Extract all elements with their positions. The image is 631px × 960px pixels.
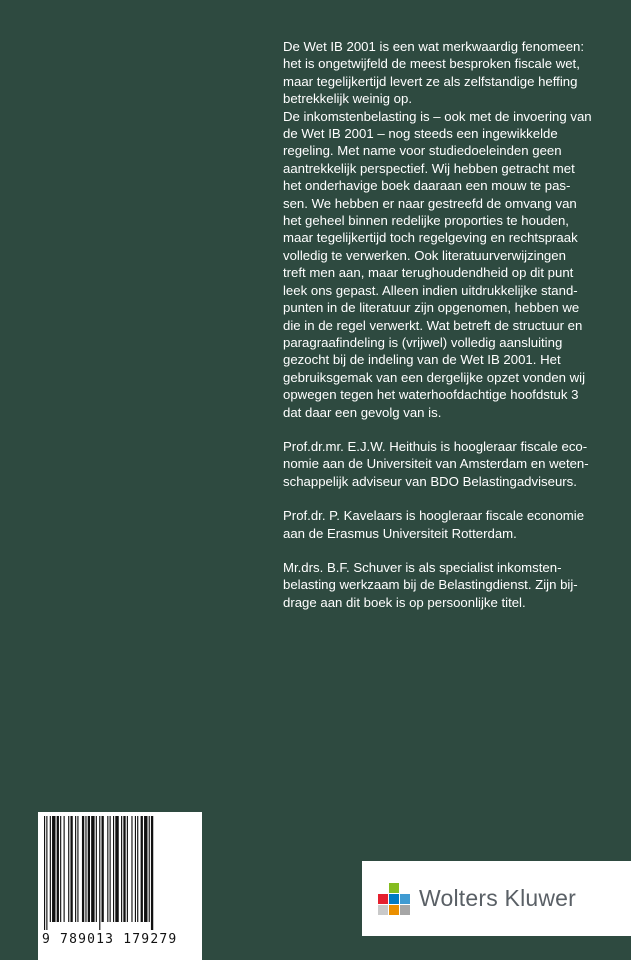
barcode-bar [149,816,150,922]
blurb-line: volledig te verwerken. Ook literatuurverwijzingen [283,247,566,263]
blurb-line: gebruiksgemak van een dergelijke opzet vonden wij [283,369,586,385]
author-bio-line: belasting werkzaam bij de Belastingdienst. Zijn bij- [283,577,578,593]
barcode-bar [121,816,122,922]
paragraph-spacer [283,421,603,438]
blurb-line: betrekkelijk weinig op. [283,91,413,107]
author-bio-line: Prof.dr.mr. E.J.W. Heithuis is hoogleraar fiscale eco- [283,438,588,454]
barcode-bar [75,816,76,922]
barcode-bar [46,816,47,930]
back-cover-text [283,38,603,611]
barcode-bar [127,816,128,922]
paragraph-spacer [283,490,603,507]
barcode-bar [107,816,108,922]
barcode-bar [85,816,86,922]
barcode-bar [88,816,90,922]
publisher-logo [362,861,631,936]
blurb-line: sen. We hebben er naar gestreefd de omvang van [283,195,577,211]
blurb-line: De inkomstenbelasting is – ook met de invoering van [283,108,592,124]
barcode-bar [151,816,153,930]
barcode-bar [141,816,143,922]
blurb-line: treft men aan, maar terughoudendheid op dit punt [283,265,574,281]
author-bio-heithuis [283,438,603,490]
barcode-bar [60,816,61,922]
barcode-bar [91,816,94,922]
blurb-line: De Wet IB 2001 is een wat merkwaardig fenomeen: [283,39,585,54]
author-bio-line: nomie aan de Universiteit van Amsterdam en weten- [283,456,589,472]
blurb-line: dat daar een gevolg van is. [283,404,442,420]
blurb-paragraph [283,38,603,421]
blurb-line: maar tegelijkertijd toch regelgeving en rechtspraak [283,230,578,246]
paragraph-spacer [283,542,603,559]
blurb-line: de Wet IB 2001 – nog steeds een ingewikkelde [283,126,558,142]
blurb-line: aantrekkelijk perspectief. Wij hebben getracht met [283,160,575,176]
barcode-bar [144,816,147,922]
author-bio-line: Prof.dr. P. Kavelaars is hoogleraar fiscale economie [283,508,585,524]
barcode-bar [82,816,84,922]
barcode-bar [137,816,138,922]
blurb-line: gezocht bij de indeling van de Wet IB 2001. Het [283,352,561,368]
barcode-bar [99,816,100,930]
barcode-bar [110,816,111,922]
barcode-bar [77,816,78,922]
barcode-bar [70,816,72,922]
barcode-bar [115,816,118,922]
blurb-line: het geheel binnen redelijke proporties te houden, [283,213,569,229]
barcode-bar [52,816,55,922]
blurb-line: punten in de literatuur zijn opgenomen, hebben we [283,300,580,316]
barcode-bar [44,816,45,930]
barcode-bar [131,816,132,922]
blurb-line: die in de regel verwerkt. Wat betreft de structuur en [283,317,583,333]
barcode-bar [50,816,51,922]
author-bio-line: drage aan dit boek is op persoonlijke titel. [283,594,526,610]
author-bio-line: Mr.drs. B.F. Schuver is als specialist inkomsten- [283,559,562,575]
author-bio-line: aan de Erasmus Universiteit Rotterdam. [283,525,517,541]
barcode-bar [102,816,104,922]
barcode-bar [135,816,136,922]
blurb-line: regeling. Met name voor studiedoeleinden geen [283,143,562,159]
barcode-bar [57,816,59,922]
barcode-bar [96,816,97,922]
blurb-line: maar tegelijkertijd levert ze als zelfstandige heffing [283,73,578,89]
blurb-line: paragraafindeling is (vrijwel) volledig aansluiting [283,334,563,350]
isbn-barcode [38,812,202,960]
author-bio-line: schappelijk adviseur van BDO Belastingadviseurs. [283,473,577,489]
barcode-bar [64,816,65,922]
isbn-number: 9 789013 179279 [42,932,178,947]
blurb-line: leek ons gepast. Alleen indien uitdrukkelijke stand- [283,282,578,298]
wolters-kluwer-logo-icon [377,882,411,916]
blurb-line: het is ongetwijfeld de meest besproken fiscale wet, [283,56,580,72]
author-bio-kavelaars [283,507,603,542]
barcode-bar [68,816,69,922]
blurb-line: opwegen tegen het waterhoofdachtige hoofdstuk 3 [283,387,579,403]
author-bio-schuver [283,559,603,611]
barcode-bars [42,816,198,930]
blurb-line: het onderhavige boek daaraan een mouw te pas- [283,178,571,194]
publisher-name: Wolters Kluwer [419,885,577,911]
barcode-bar [113,816,114,922]
barcode-bar [123,816,125,922]
